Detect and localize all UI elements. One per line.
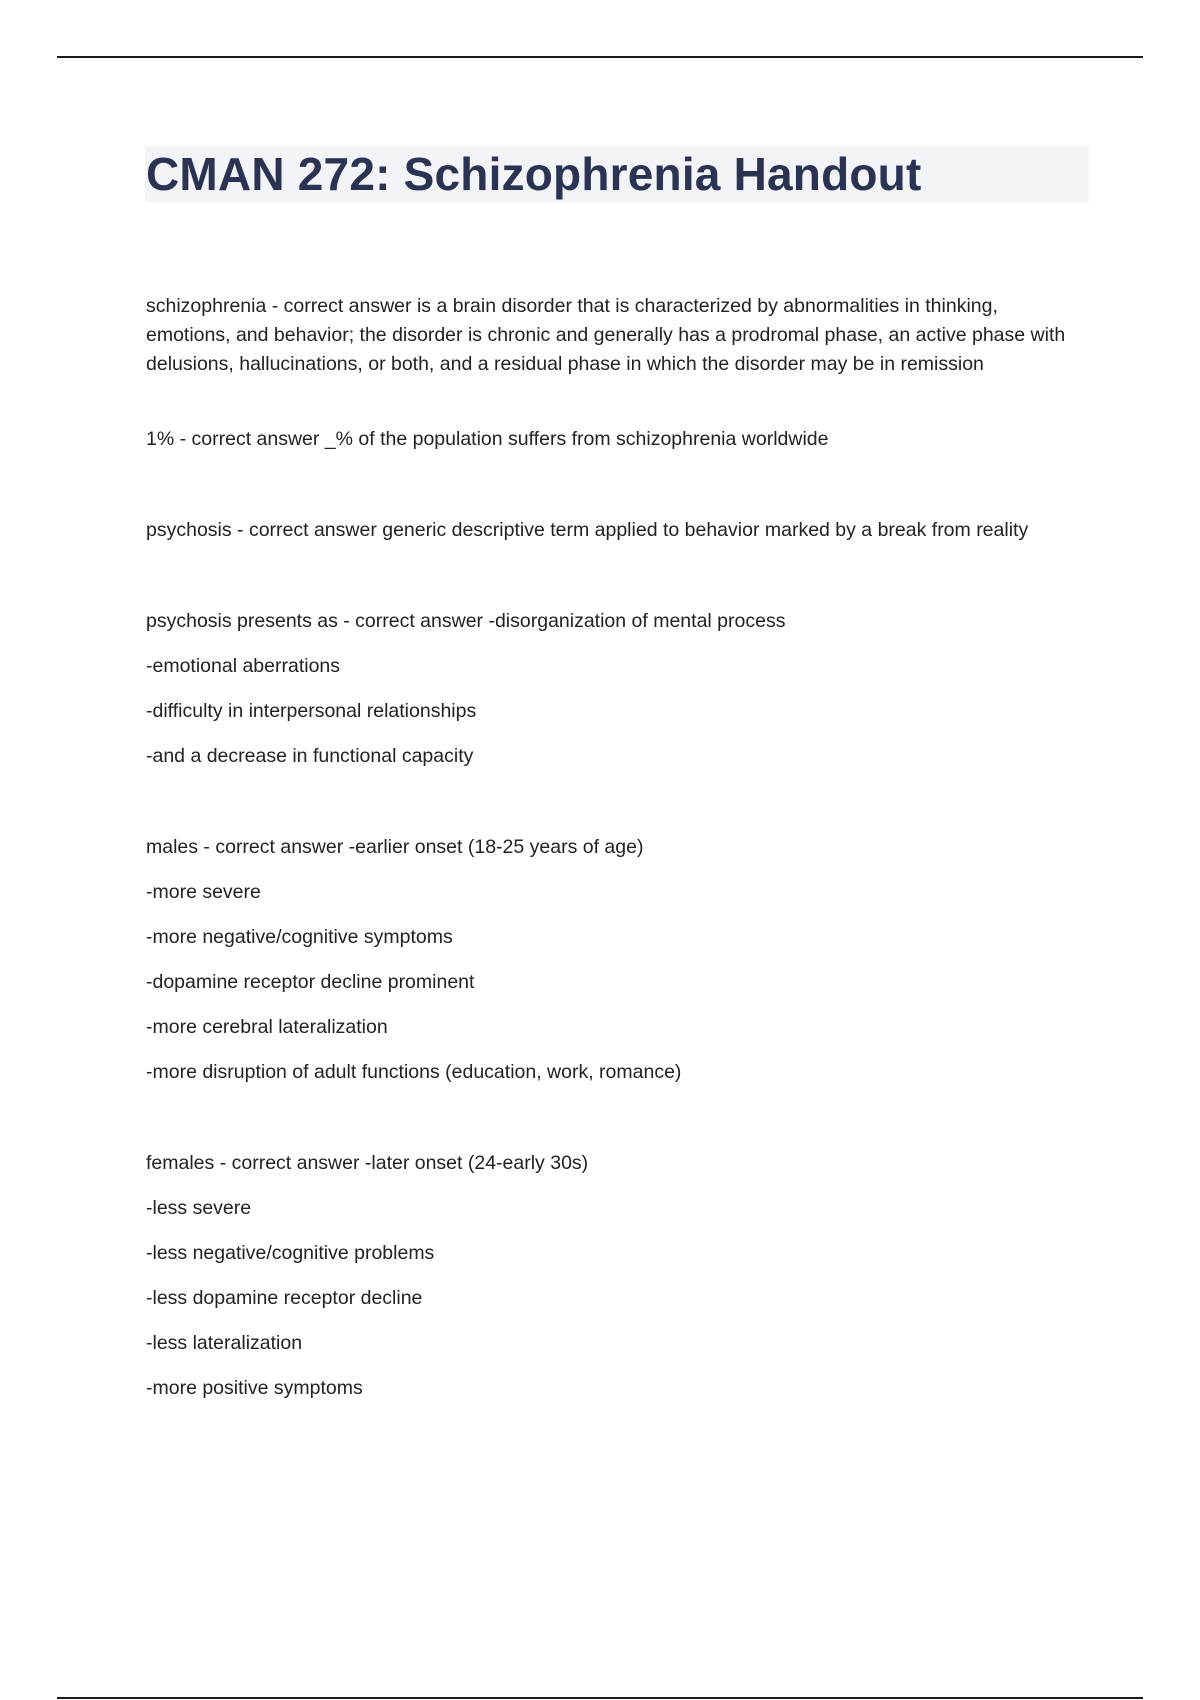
entry-line: -and a decrease in functional capacity	[146, 745, 474, 767]
entry-line: -less severe	[146, 1197, 252, 1219]
entry-line: -more negative/cognitive symptoms	[146, 926, 453, 948]
page-title: CMAN 272: Schizophrenia Handout	[146, 148, 922, 200]
entry-line: -less lateralization	[146, 1332, 303, 1354]
entry-line: -more severe	[146, 881, 261, 903]
entry-line: -difficulty in interpersonal relationships	[146, 700, 477, 722]
entry-psychosis-presents	[146, 599, 1086, 779]
entry-line: males - correct answer -earlier onset (18-25 years of age)	[146, 836, 644, 858]
entry-text: schizophrenia - correct answer is a brain disorder that is characterized by abnormalities in thinking, emotions, and behavior; the disorder is chronic and generally has a prodromal phase, an active phase with delusions, hallucinations, or both, and a residual phase in which the disorder may be in remission	[146, 295, 1066, 375]
entry-text: psychosis - correct answer generic descriptive term applied to behavior marked by a break from reality	[146, 519, 1029, 541]
entry-line: -less dopamine receptor decline	[146, 1287, 423, 1309]
entry-line: -more positive symptoms	[146, 1377, 363, 1399]
entry-males	[146, 825, 1086, 1095]
entry-line: -less negative/cognitive problems	[146, 1242, 435, 1264]
entry-line: females - correct answer -later onset (24-early 30s)	[146, 1152, 589, 1174]
entry-schizophrenia	[146, 292, 1086, 379]
entry-psychosis	[146, 508, 1086, 553]
entry-line: -dopamine receptor decline prominent	[146, 971, 475, 993]
top-rule	[57, 56, 1143, 58]
entry-females	[146, 1141, 1086, 1411]
document-body	[146, 292, 1086, 1411]
entry-line: -more disruption of adult functions (education, work, romance)	[146, 1061, 682, 1083]
entry-text: 1% - correct answer _% of the population suffers from schizophrenia worldwide	[146, 428, 829, 450]
bottom-rule	[57, 1697, 1143, 1699]
entry-line: -emotional aberrations	[146, 655, 341, 677]
entry-line: psychosis presents as - correct answer -disorganization of mental process	[146, 610, 786, 632]
entry-one-percent	[146, 417, 1086, 462]
entry-line: -more cerebral lateralization	[146, 1016, 388, 1038]
